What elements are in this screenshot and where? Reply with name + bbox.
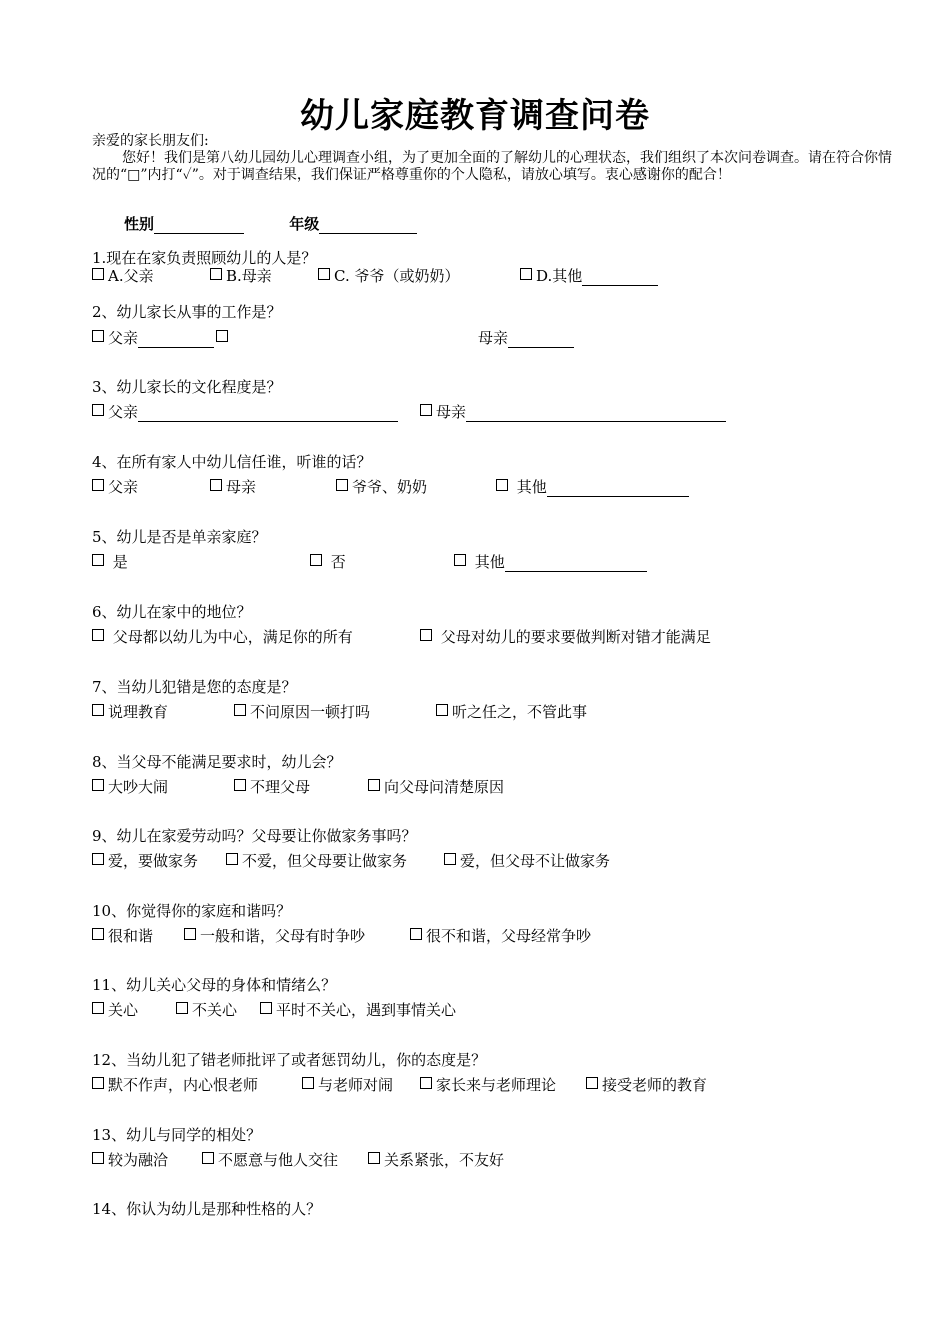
answer-blank[interactable] [138, 405, 398, 422]
checkbox-icon[interactable] [202, 1152, 214, 1164]
answer-blank[interactable] [582, 269, 658, 286]
option[interactable]: 家长来与老师理论 [420, 1075, 556, 1095]
grade-label: 年级 [289, 215, 320, 233]
option[interactable]: 不关心 [176, 1000, 237, 1020]
option[interactable]: 否 [310, 552, 346, 572]
checkbox-icon[interactable] [92, 1002, 104, 1014]
checkbox-icon[interactable] [520, 268, 532, 280]
gender-label: 性别 [124, 215, 155, 233]
gender-field [124, 214, 244, 234]
option[interactable]: 默不作声，内心恨老师 [92, 1075, 258, 1095]
option[interactable]: 很和谐 [92, 926, 153, 946]
checkbox-icon[interactable] [454, 554, 466, 566]
option[interactable]: 其他 [454, 552, 647, 572]
option[interactable]: 父亲 [92, 328, 232, 348]
option[interactable]: 母亲 [420, 402, 726, 422]
answer-blank[interactable] [508, 331, 574, 348]
option[interactable]: 爷爷、奶奶 [336, 477, 427, 497]
question-13: 13、幼儿与同学的相处？ [92, 1126, 262, 1144]
greeting: 亲爱的家长朋友们: [92, 133, 209, 149]
checkbox-icon[interactable] [216, 330, 228, 342]
grade-blank[interactable] [319, 217, 417, 234]
question-2: 2、幼儿家长从事的工作是？ [92, 303, 282, 321]
option[interactable]: 大吵大闹 [92, 777, 168, 797]
checkbox-icon[interactable] [260, 1002, 272, 1014]
checkbox-icon[interactable] [368, 1152, 380, 1164]
option[interactable]: 较为融洽 [92, 1150, 168, 1170]
checkbox-icon[interactable] [226, 853, 238, 865]
question-11: 11、幼儿关心父母的身体和情绪么？ [92, 976, 337, 994]
checkbox-icon[interactable] [444, 853, 456, 865]
checkbox-icon[interactable] [176, 1002, 188, 1014]
question-1: 1.现在在家负责照顾幼儿的人是？ [92, 249, 317, 267]
option[interactable]: 不理父母 [234, 777, 310, 797]
checkbox-icon[interactable] [302, 1077, 314, 1089]
checkbox-icon[interactable] [184, 928, 196, 940]
checkbox-icon[interactable] [210, 268, 222, 280]
question-4: 4、在所有家人中幼儿信任谁，听谁的话？ [92, 453, 372, 471]
option[interactable]: C. 爷爷（或奶奶） [318, 266, 459, 286]
question-14: 14、你认为幼儿是那种性格的人？ [92, 1200, 322, 1218]
option[interactable]: 向父母问清楚原因 [368, 777, 504, 797]
checkbox-icon[interactable] [92, 1152, 104, 1164]
question-9: 9、幼儿在家爱劳动吗？父母要让你做家务事吗？ [92, 827, 417, 845]
checkbox-icon[interactable] [368, 779, 380, 791]
page-title: 幼儿家庭教育调查问卷 [300, 96, 650, 136]
info-fields [124, 214, 457, 234]
question-7: 7、当幼儿犯错是您的态度是？ [92, 678, 297, 696]
option[interactable]: 不爱，但父母要让做家务 [226, 851, 407, 871]
option[interactable]: 不愿意与他人交往 [202, 1150, 338, 1170]
option[interactable]: 父亲 [92, 402, 398, 422]
checkbox-icon[interactable] [410, 928, 422, 940]
checkbox-icon[interactable] [310, 554, 322, 566]
option[interactable]: D.其他 [520, 266, 658, 286]
option[interactable]: 听之任之，不管此事 [436, 702, 587, 722]
option[interactable]: 说理教育 [92, 702, 168, 722]
option[interactable]: 父亲 [92, 477, 138, 497]
checkbox-icon[interactable] [92, 853, 104, 865]
checkbox-icon[interactable] [234, 704, 246, 716]
answer-blank[interactable] [547, 480, 689, 497]
option[interactable]: 与老师对闹 [302, 1075, 393, 1095]
option[interactable]: 不问原因一顿打吗 [234, 702, 370, 722]
option[interactable]: 其他 [496, 477, 689, 497]
checkbox-icon[interactable] [92, 1077, 104, 1089]
option[interactable]: A.父亲 [92, 266, 154, 286]
answer-blank[interactable] [466, 405, 726, 422]
option[interactable]: 爱，但父母不让做家务 [444, 851, 610, 871]
intro-text: 您好！我们是第八幼儿园幼儿心理调查小组，为了更加全面的了解幼儿的心理状态，我们组织了本次问卷调查。请在符合你情况的“□”内打“✓”。对于调查结果，我们保证严格尊重你的个人隐私，请放心填写。衷心感谢你的配合！ [92, 150, 892, 183]
question-5: 5、幼儿是否是单亲家庭？ [92, 528, 267, 546]
checkbox-icon[interactable] [420, 404, 432, 416]
checkbox-icon[interactable] [336, 479, 348, 491]
checkbox-icon[interactable] [436, 704, 448, 716]
option[interactable]: 关心 [92, 1000, 138, 1020]
checkbox-icon[interactable] [420, 1077, 432, 1089]
option[interactable]: 父母对幼儿的要求要做判断对错才能满足 [420, 627, 711, 647]
grade-field [289, 214, 417, 234]
question-8: 8、当父母不能满足要求时，幼儿会？ [92, 753, 342, 771]
checkbox-icon[interactable] [92, 779, 104, 791]
checkbox-icon[interactable] [92, 479, 104, 491]
option[interactable]: 爱，要做家务 [92, 851, 198, 871]
checkbox-icon[interactable] [420, 629, 432, 641]
option[interactable]: 接受老师的教育 [586, 1075, 707, 1095]
checkbox-icon[interactable] [92, 554, 104, 566]
option[interactable]: 父母都以幼儿为中心，满足你的所有 [92, 627, 353, 647]
checkbox-icon[interactable] [92, 404, 104, 416]
option[interactable]: 母亲 [210, 477, 256, 497]
checkbox-icon[interactable] [92, 629, 104, 641]
gender-blank[interactable] [154, 217, 244, 234]
checkbox-icon[interactable] [586, 1077, 598, 1089]
option[interactable]: B.母亲 [210, 266, 272, 286]
checkbox-icon[interactable] [318, 268, 330, 280]
checkbox-icon[interactable] [234, 779, 246, 791]
option[interactable]: 是 [92, 552, 128, 572]
question-3: 3、幼儿家长的文化程度是？ [92, 378, 282, 396]
question-10: 10、你觉得你的家庭和谐吗？ [92, 902, 292, 920]
option[interactable]: 关系紧张，不友好 [368, 1150, 504, 1170]
checkbox-icon[interactable] [92, 704, 104, 716]
checkbox-icon[interactable] [496, 479, 508, 491]
question-12: 12、当幼儿犯了错老师批评了或者惩罚幼儿，你的态度是？ [92, 1051, 487, 1069]
intro-block [92, 133, 892, 184]
answer-blank[interactable] [138, 331, 214, 348]
question-6: 6、幼儿在家中的地位？ [92, 603, 252, 621]
checkbox-icon[interactable] [92, 268, 104, 280]
option[interactable]: 很不和谐，父母经常争吵 [410, 926, 591, 946]
checkbox-icon[interactable] [92, 330, 104, 342]
checkbox-icon[interactable] [210, 479, 222, 491]
option[interactable]: 一般和谐，父母有时争吵 [184, 926, 365, 946]
option[interactable]: 平时不关心，遇到事情关心 [260, 1000, 456, 1020]
checkbox-icon[interactable] [92, 928, 104, 940]
option[interactable]: 母亲 [478, 328, 574, 348]
answer-blank[interactable] [505, 555, 647, 572]
